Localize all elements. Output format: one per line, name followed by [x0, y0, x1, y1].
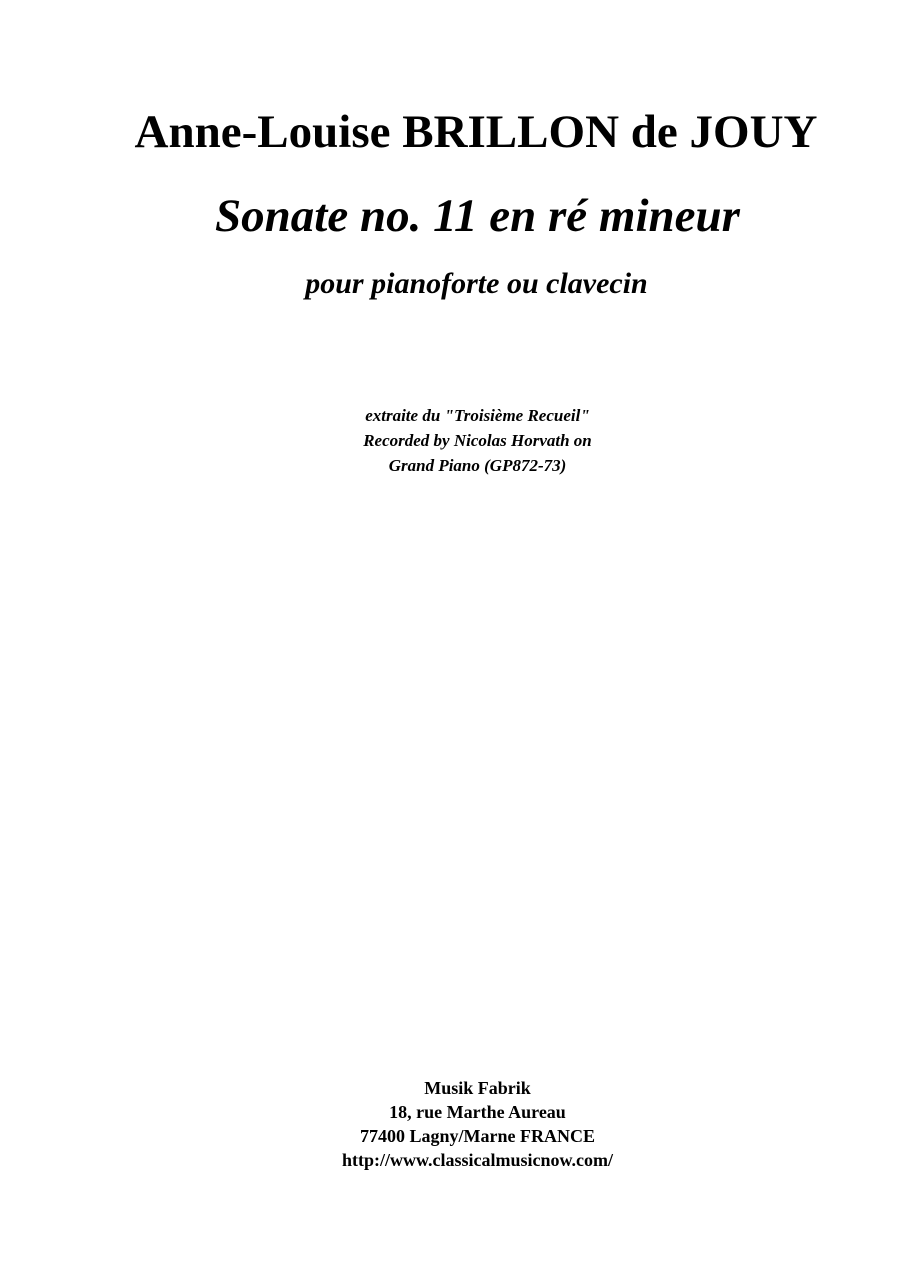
work-title: Sonate no. 11 en ré mineur: [215, 190, 740, 242]
source-notes: [0, 403, 900, 478]
recording-note-line-1: Recorded by Nicolas Horvath on: [363, 431, 592, 450]
publisher-name: Musik Fabrik: [424, 1078, 531, 1098]
instrumentation-subtitle: pour pianoforte ou clavecin: [305, 267, 648, 300]
publisher-block: [0, 1076, 900, 1172]
publisher-city: 77400 Lagny/Marne FRANCE: [360, 1126, 595, 1146]
publisher-url: http://www.classicalmusicnow.com/: [341, 1150, 613, 1170]
recording-note-line-2: Grand Piano (GP872-73): [388, 456, 567, 475]
composer-name: Anne-Louise BRILLON de JOUY: [134, 106, 818, 158]
source-collection-note: extraite du "Troisième Recueil": [365, 406, 590, 425]
publisher-street: 18, rue Marthe Aureau: [389, 1102, 566, 1122]
